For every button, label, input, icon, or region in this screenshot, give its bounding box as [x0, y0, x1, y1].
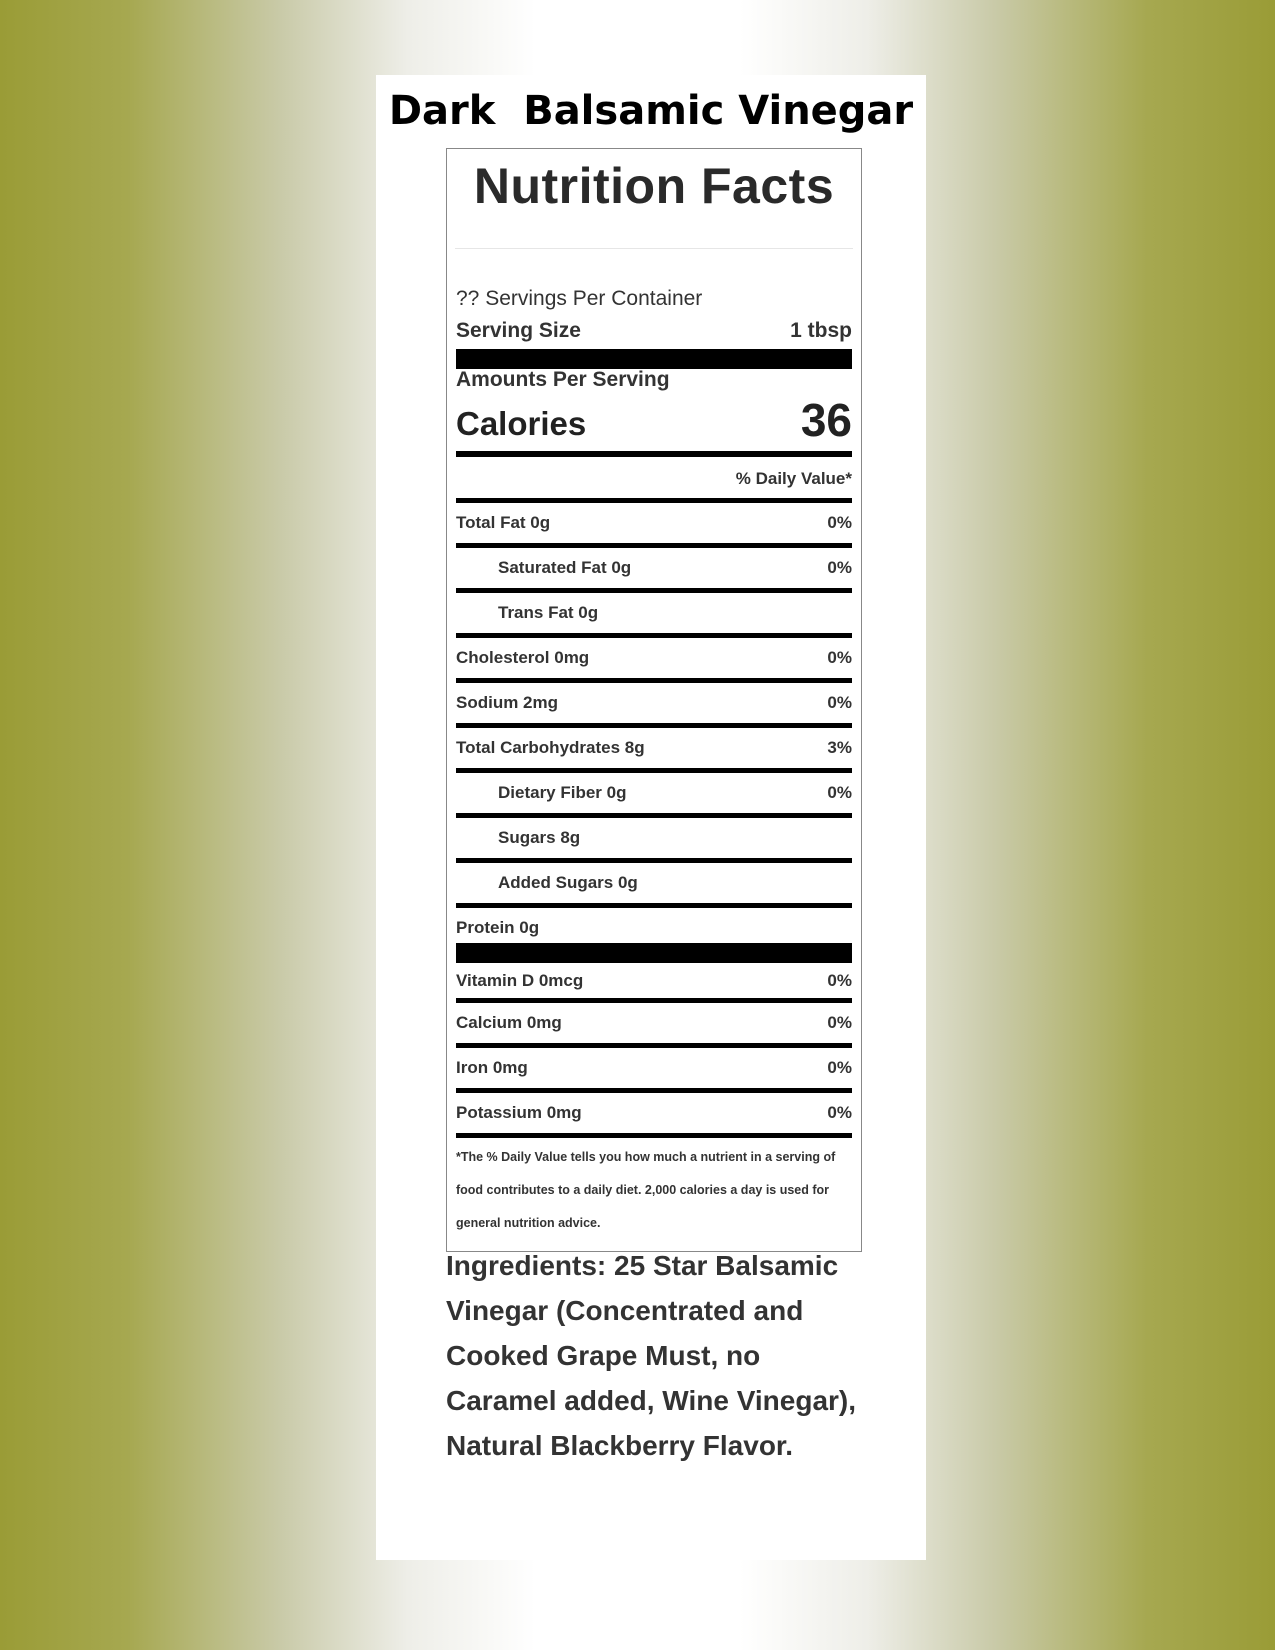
- vitamin-daily-value: 0%: [827, 970, 852, 990]
- nutrient-name: Total Fat 0g: [456, 513, 551, 532]
- thick-divider: [456, 349, 852, 369]
- nutrient-row: [456, 908, 852, 948]
- serving-size-label: Serving Size: [456, 319, 581, 342]
- nutrient-daily-value: 3%: [827, 738, 852, 757]
- nutrient-name: Sodium 2mg: [456, 693, 559, 712]
- nutrient-name: Cholesterol 0mg: [456, 648, 590, 667]
- servings-per-container: ?? Servings Per Container: [456, 287, 703, 310]
- calories-value: 36: [800, 394, 852, 446]
- vitamin-name: Vitamin D 0mcg: [456, 970, 584, 990]
- vitamin-daily-value: 0%: [827, 1103, 852, 1122]
- nutrient-row: [456, 863, 852, 908]
- nutrition-facts-title: Nutrition Facts: [473, 158, 835, 214]
- nutrient-row: [456, 593, 852, 638]
- vitamin-daily-value: 0%: [827, 1058, 852, 1077]
- nutrient-daily-value: 0%: [827, 693, 852, 712]
- ingredients-text: Ingredients: 25 Star Balsamic Vinegar (Concentrated and Cooked Grape Must, no Caramel added, Wine Vinegar), Natural Blackberry Flavor.: [446, 1250, 857, 1461]
- vitamin-name: Calcium 0mg: [456, 1013, 562, 1032]
- nutrient-daily-value: 0%: [827, 558, 852, 577]
- nutrient-daily-value: 0%: [827, 783, 852, 802]
- nutrient-name: Trans Fat 0g: [498, 603, 599, 622]
- calories-label: Calories: [456, 405, 587, 442]
- vitamin-name: Iron 0mg: [456, 1058, 528, 1077]
- label-sheet: [376, 75, 926, 1560]
- vitamin-row: [456, 1093, 852, 1138]
- calories-row: [456, 387, 852, 447]
- nutrient-name: Added Sugars 0g: [498, 873, 638, 892]
- nutrient-name: Total Carbohydrates 8g: [456, 738, 645, 757]
- medium-divider: [456, 451, 852, 457]
- nutrient-row: [456, 728, 852, 773]
- nutrient-row: [456, 773, 852, 818]
- vitamin-daily-value: 0%: [827, 1013, 852, 1032]
- daily-value-footnote: *The % Daily Value tells you how much a nutrient in a serving of food contributes to a daily diet. 2,000 calories a day is used for general nutrition advice.: [456, 1150, 836, 1230]
- nutrient-name: Protein 0g: [456, 918, 540, 937]
- vitamin-row: [456, 1048, 852, 1093]
- serving-size-value: 1 tbsp: [790, 319, 852, 342]
- nutrient-row: [456, 683, 852, 728]
- vitamin-row: [456, 963, 852, 1003]
- nutrient-name: Sugars 8g: [498, 828, 581, 847]
- nutrition-facts-panel: [446, 148, 862, 1252]
- product-title: Dark Balsamic Vinegar: [388, 88, 914, 134]
- nutrient-row: [456, 818, 852, 863]
- nutrient-row: [456, 638, 852, 683]
- thick-divider: [456, 943, 852, 963]
- nutrient-name: Saturated Fat 0g: [498, 558, 632, 577]
- serving-size-row: [456, 319, 852, 343]
- vitamin-name: Potassium 0mg: [456, 1103, 582, 1122]
- nutrient-row: [456, 503, 852, 548]
- nutrient-name: Dietary Fiber 0g: [498, 783, 627, 802]
- vitamin-row: [456, 1003, 852, 1048]
- divider: [455, 248, 853, 249]
- nutrient-daily-value: 0%: [827, 648, 852, 667]
- amounts-per-serving: Amounts Per Serving: [456, 368, 670, 391]
- daily-value-header: % Daily Value*: [735, 469, 852, 488]
- nutrient-daily-value: 0%: [827, 513, 852, 532]
- nutrient-row: [456, 548, 852, 593]
